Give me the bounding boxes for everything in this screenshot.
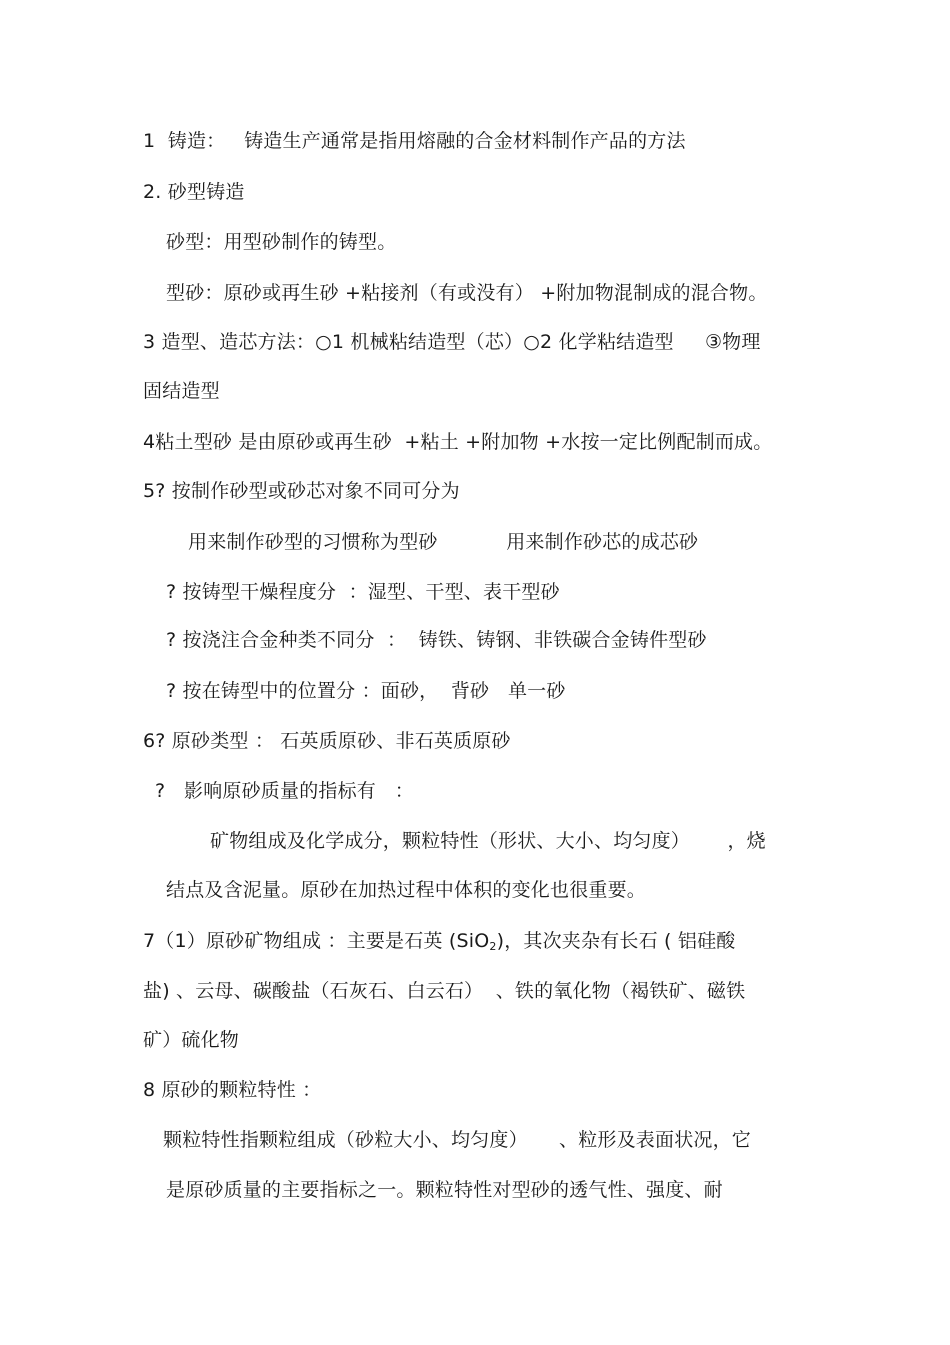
item-3-methods: 3 造型、造芯方法：○1 机械粘结造型（芯）○2 化学粘结造型 ③物理: [143, 331, 761, 353]
item-6-quality-detail: 矿物组成及化学成分，颗粒特性（形状、大小、均匀度） ，烧: [210, 830, 766, 852]
item-6-sand-types: 6? 原砂类型 ： 石英质原砂、非石英质原砂: [143, 730, 511, 752]
item-7-subscript: 2: [489, 940, 497, 953]
item-7-mineral-cont-2: 矿）硫化物: [143, 1029, 240, 1051]
molding-sand-definition: 型砂：原砂或再生砂 +粘接剂（有或没有） +附加物混制成的混合物。: [166, 282, 768, 304]
item-6-quality-heading: ? 影响原砂质量的指标有 ：: [155, 780, 414, 802]
item-1-casting-definition: 1 铸造： 铸造生产通常是指用熔融的合金材料制作产品的方法: [143, 130, 686, 152]
item-5-alloy: ? 按浇注合金种类不同分 ： 铸铁、铸钢、非铁碳合金铸件型砂: [166, 629, 707, 651]
item-7-mineral-cont-1: 盐) 、云母、碳酸盐（石灰石、白云石） 、铁的氧化物（褐铁矿、磁铁: [143, 980, 746, 1002]
item-7-text-b: )，其次夹杂有长石 ( 铝硅酸: [496, 930, 736, 952]
item-7-text-a: 7（1）原砂矿物组成 ：主要是石英 (SiO: [143, 930, 490, 952]
item-7-mineral: [143, 929, 735, 959]
item-5-usage: 用来制作砂型的习惯称为型砂 用来制作砂芯的成芯砂: [188, 531, 699, 553]
item-4-clay-sand: 4粘土型砂 是由原砂或再生砂 +粘土 +附加物 +水按一定比例配制而成。: [143, 431, 773, 453]
sand-mold-definition: 砂型：用型砂制作的铸型。: [166, 231, 397, 253]
item-8-heading: 8 原砂的颗粒特性 ：: [143, 1079, 322, 1101]
item-8-detail: 颗粒特性指颗粒组成（砂粒大小、均匀度） 、粒形及表面状况，它: [163, 1129, 751, 1151]
item-5-position: ? 按在铸型中的位置分 ：面砂， 背砂 单一砂: [166, 680, 566, 702]
item-8-detail-cont: 是原砂质量的主要指标之一。颗粒特性对型砂的透气性、强度、耐: [166, 1179, 723, 1201]
item-5-dryness: ? 按铸型干燥程度分 ：湿型、干型、表干型砂: [166, 581, 560, 603]
item-3-methods-cont: 固结造型: [143, 380, 220, 402]
item-2-heading: 2. 砂型铸造: [143, 181, 245, 203]
item-6-quality-detail-cont: 结点及含泥量。原砂在加热过程中体积的变化也很重要。: [166, 879, 647, 901]
item-5-heading: 5? 按制作砂型或砂芯对象不同可分为: [143, 480, 460, 502]
